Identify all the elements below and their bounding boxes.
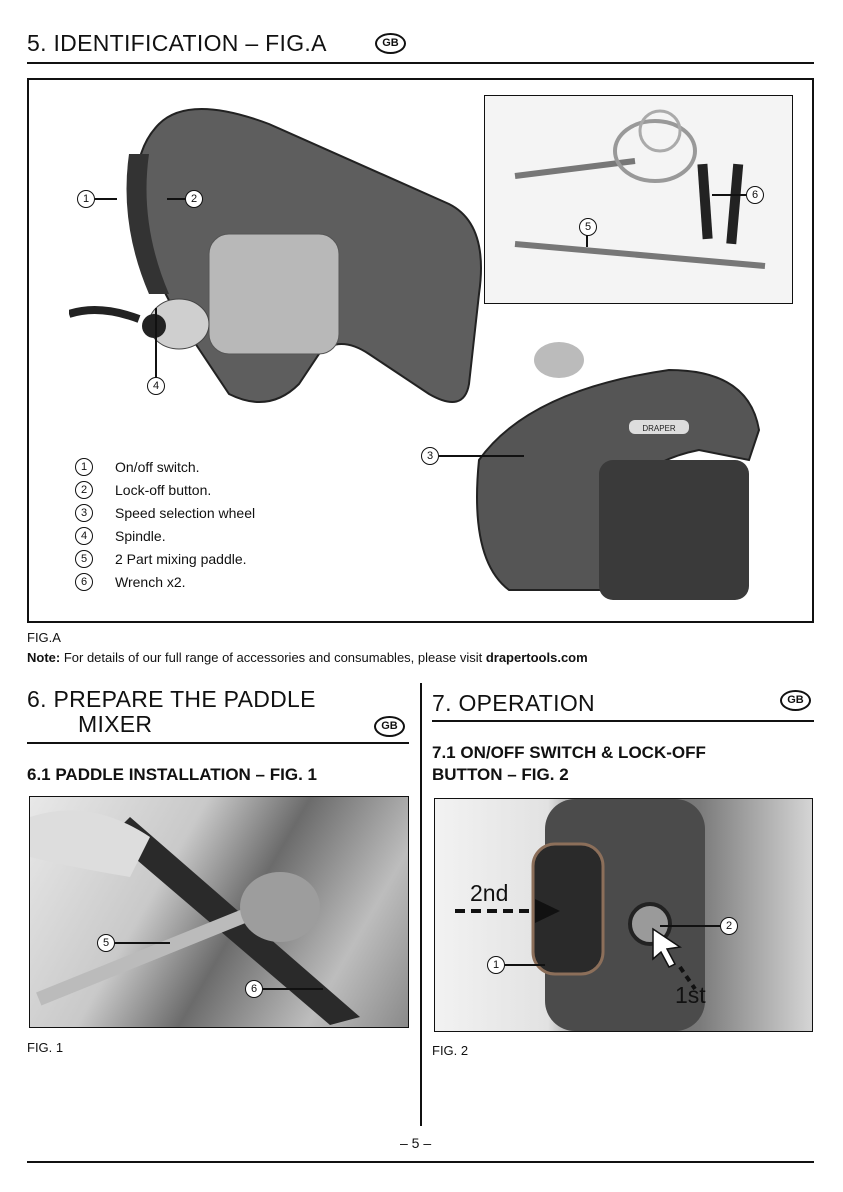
fig-a-caption: FIG.A (27, 630, 61, 645)
footer-rule (27, 1161, 814, 1163)
callout-5-line (586, 235, 588, 247)
callout-4-line (155, 308, 157, 378)
gb-badge-6: GB (374, 716, 405, 737)
legend-item-5: 5 2 Part mixing paddle. (75, 550, 247, 568)
legend-item-2: 2 Lock-off button. (75, 481, 211, 499)
section-7-rule (432, 720, 814, 722)
section-6-rule (27, 742, 409, 744)
fig-1-photo (29, 796, 409, 1028)
callout-2: 2 (167, 190, 203, 208)
draper-logo: DRAPER (642, 424, 676, 433)
fig-1-caption: FIG. 1 (27, 1040, 64, 1055)
section-5-rule (27, 62, 814, 64)
note-line (27, 650, 588, 665)
wrench-install-illustration (30, 797, 408, 1027)
section-7-title: 7. OPERATION (432, 690, 595, 716)
callout-1: 1 (77, 190, 117, 208)
page-number: – 5 – (400, 1135, 432, 1151)
legend-item-3: 3 Speed selection wheel (75, 504, 255, 522)
label-1st: 1st (675, 982, 706, 1008)
legend-item-6: 6 Wrench x2. (75, 573, 186, 591)
switch-illustration (435, 799, 812, 1031)
mixer-illustration-2 (449, 330, 794, 610)
mixer-illustration (69, 94, 509, 454)
section-7-1-heading-line2: BUTTON – FIG. 2 (432, 765, 569, 784)
legend-item-4: 4 Spindle. (75, 527, 166, 545)
label-2nd: 2nd (470, 880, 509, 906)
gb-badge: GB (375, 33, 406, 54)
fig2-callout-1: 1 (487, 956, 545, 974)
column-divider (420, 683, 422, 1126)
section-7-1-heading: 7.1 ON/OFF SWITCH & LOCK-OFF (432, 743, 706, 762)
fig-2-photo (434, 798, 813, 1032)
callout-3: 3 (421, 447, 524, 465)
section-5-title: 5. IDENTIFICATION – FIG.A (27, 30, 327, 56)
note-text: For details of our full range of accessories and consumables, please visit (60, 650, 486, 665)
fig-2-caption: FIG. 2 (432, 1043, 469, 1058)
mixer-photo-main (69, 94, 509, 454)
callout-5: 5 (579, 217, 597, 236)
website-link[interactable]: drapertools.com (485, 650, 588, 665)
section-6-title: 6. PREPARE THE PADDLE (27, 686, 316, 712)
note-label: Note: (27, 650, 61, 665)
callout-4: 4 (147, 376, 165, 395)
figure-a-frame (27, 78, 814, 623)
section-6-title-line2: MIXER (78, 711, 153, 737)
fig1-callout-5: 5 (97, 934, 170, 952)
gb-badge-7: GB (780, 690, 811, 711)
legend-item-1: 1 On/off switch. (75, 458, 200, 476)
fig2-callout-2: 2 (660, 917, 738, 935)
callout-6: 6 (712, 186, 764, 204)
mixer-photo-secondary (449, 330, 794, 610)
fig1-callout-6: 6 (245, 980, 323, 998)
section-6-1-heading: 6.1 PADDLE INSTALLATION – FIG. 1 (27, 765, 317, 784)
